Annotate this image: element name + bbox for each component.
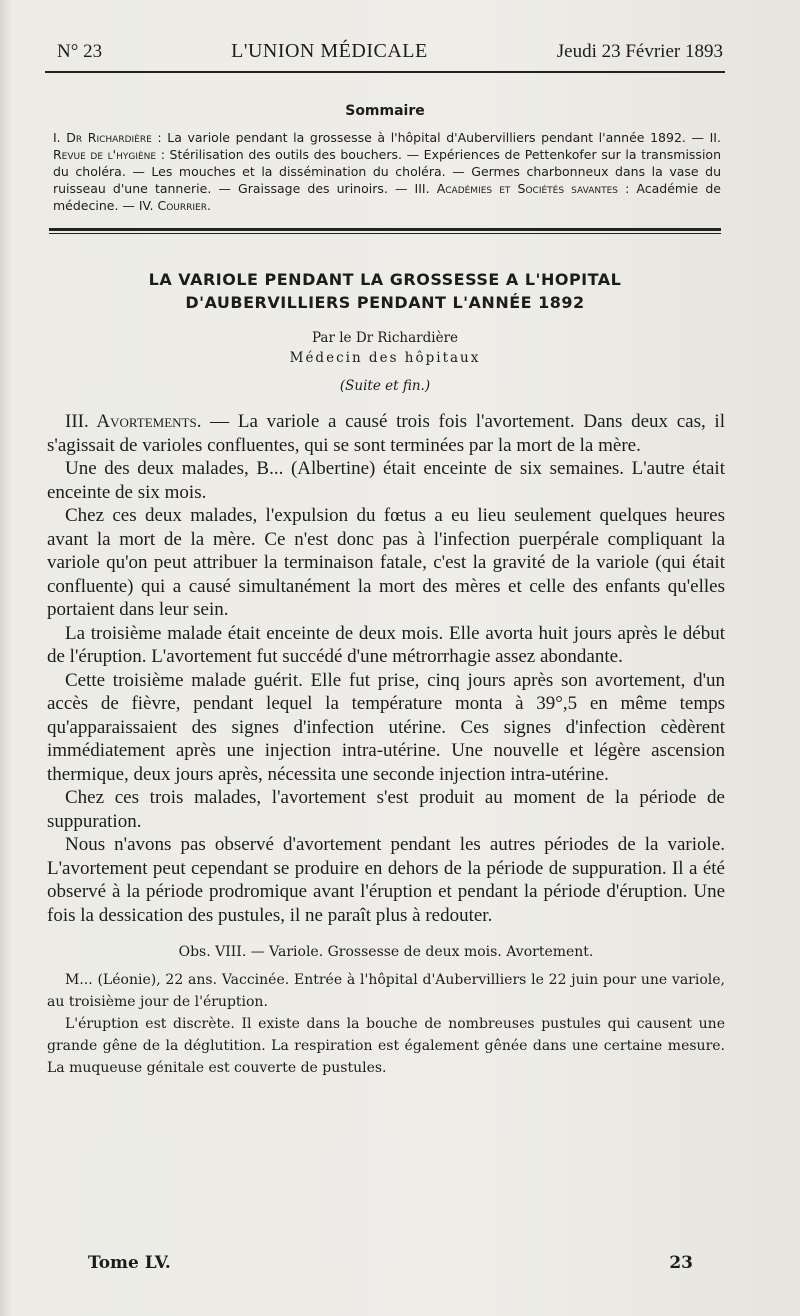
continuation-note: (Suite et fin.) bbox=[339, 378, 431, 394]
tome-label: Tome LV. bbox=[88, 1253, 171, 1273]
sommaire-item-2-number: II. bbox=[709, 130, 721, 145]
page-number: 23 bbox=[669, 1253, 693, 1273]
author-line: Par le Dr Richardière bbox=[311, 330, 459, 346]
sommaire-item-3-text: : Académie de médecine. — bbox=[53, 181, 721, 213]
sommaire-item-4-number: IV. bbox=[138, 198, 154, 213]
article-byline bbox=[45, 328, 725, 396]
paragraph: Nous n'avons pas observé d'avortement pendant les autres périodes de la variole. L'avortement peut cependant se produire en dehors de la période de suppuration. Il a été observé à la période prodromique avant l'éruption et pendant la période d'éruption. Une fois la dessication des pustules, il ne paraît plus à redouter. bbox=[47, 834, 725, 926]
article-title bbox=[45, 268, 725, 314]
observation-block bbox=[47, 941, 725, 1079]
sommaire-list bbox=[53, 129, 721, 214]
sommaire-item-1-text: : La variole pendant la grossesse à l'hôpital d'Aubervilliers pendant l'année 1892. — bbox=[151, 130, 710, 145]
article-title-line-2: D'AUBERVILLIERS PENDANT L'ANNÉE 1892 bbox=[185, 293, 585, 312]
issue-number: N° 23 bbox=[57, 41, 103, 62]
observation-title: Obs. VIII. — Variole. Grossesse de deux mois. Avortement. bbox=[178, 944, 594, 960]
sommaire-item-4-heading: Courrier. bbox=[157, 198, 211, 213]
sommaire-title: Sommaire bbox=[345, 103, 425, 119]
paragraph bbox=[47, 410, 725, 457]
sommaire-item-1-author: Dr Richardière bbox=[66, 130, 152, 145]
issue-date: Jeudi 23 Février 1893 bbox=[556, 41, 723, 62]
observation-paragraph: M... (Léonie), 22 ans. Vaccinée. Entrée à l'hôpital d'Aubervilliers le 22 juin pour une variole, au troisième jour de l'éruption. bbox=[47, 972, 725, 1010]
paragraph: Chez ces trois malades, l'avortement s'est produit au moment de la période de suppuration. bbox=[47, 787, 725, 832]
paragraph: La troisième malade était enceinte de deux mois. Elle avorta huit jours après le début de l'éruption. L'avortement fut succédé d'une métrorrhagie assez abondante. bbox=[47, 622, 725, 667]
section-heading: III. Avortements. bbox=[65, 411, 202, 432]
paragraph-text: — La variole a causé trois fois l'avortement. Dans deux cas, il s'agissait de varioles confluentes, qui se sont terminées par la mort de la mère. bbox=[47, 411, 725, 456]
sommaire-item-1-number: I. bbox=[53, 130, 61, 145]
paragraph: Une des deux malades, B... (Albertine) était enceinte de six semaines. L'autre était enceinte de six mois. bbox=[47, 458, 725, 503]
sommaire-item-2-text: : Stérilisation des outils des bouchers. — Expériences de Pettenkofer sur la transmission du choléra. — Les mouches et la dissémination du choléra. — Germes charbonneux dans la vase du ruisseau d'une tannerie. — Graissage des urinoirs. — bbox=[53, 147, 721, 196]
paragraph: Cette troisième malade guérit. Elle fut prise, cinq jours après son avortement, d'un accès de fièvre, pendant lequel la température monta à 39°,5 en même temps qu'apparaissaient des signes d'infection utérine. Ces signes d'infection cèdèrent immédiatement après une injection intra-utérine. Une nouvelle et légère ascension thermique, deux jours après, nécessita une seconde injection intra-utérine. bbox=[47, 669, 725, 785]
article-body bbox=[47, 410, 725, 927]
article-title-line-1: LA VARIOLE PENDANT LA GROSSESSE A L'HOPITAL bbox=[148, 270, 622, 289]
journal-title: L'UNION MÉDICALE bbox=[231, 40, 428, 62]
page-header bbox=[45, 40, 725, 73]
paragraph: Chez ces deux malades, l'expulsion du fœtus a eu lieu seulement quelques heures avant la mort de la mère. Ce n'est donc pas à l'infection puerpérale compliquant la variole qu'on peut attribuer la terminaison fatale, c'est la gravité de la variole (qui était confluente) qui a causé simultanément la mort des mères et celle des enfants qu'elles portaient dans leur sein. bbox=[47, 505, 725, 620]
page-footer bbox=[88, 1253, 693, 1273]
author-role: Médecin des hôpitaux bbox=[289, 350, 481, 366]
section-divider bbox=[49, 228, 721, 234]
observation-paragraph: L'éruption est discrète. Il existe dans la bouche de nombreuses pustules qui causent une grande gêne de la déglutition. La respiration est également gênée dans une certaine mesure. La muqueuse génitale est couverte de pustules. bbox=[47, 1016, 725, 1076]
sommaire-item-3-heading: Académies et Sociétés savantes bbox=[436, 181, 618, 196]
sommaire-item-3-number: III. bbox=[414, 181, 430, 196]
sommaire-item-2-heading: Revue de l'hygiène bbox=[53, 147, 157, 162]
